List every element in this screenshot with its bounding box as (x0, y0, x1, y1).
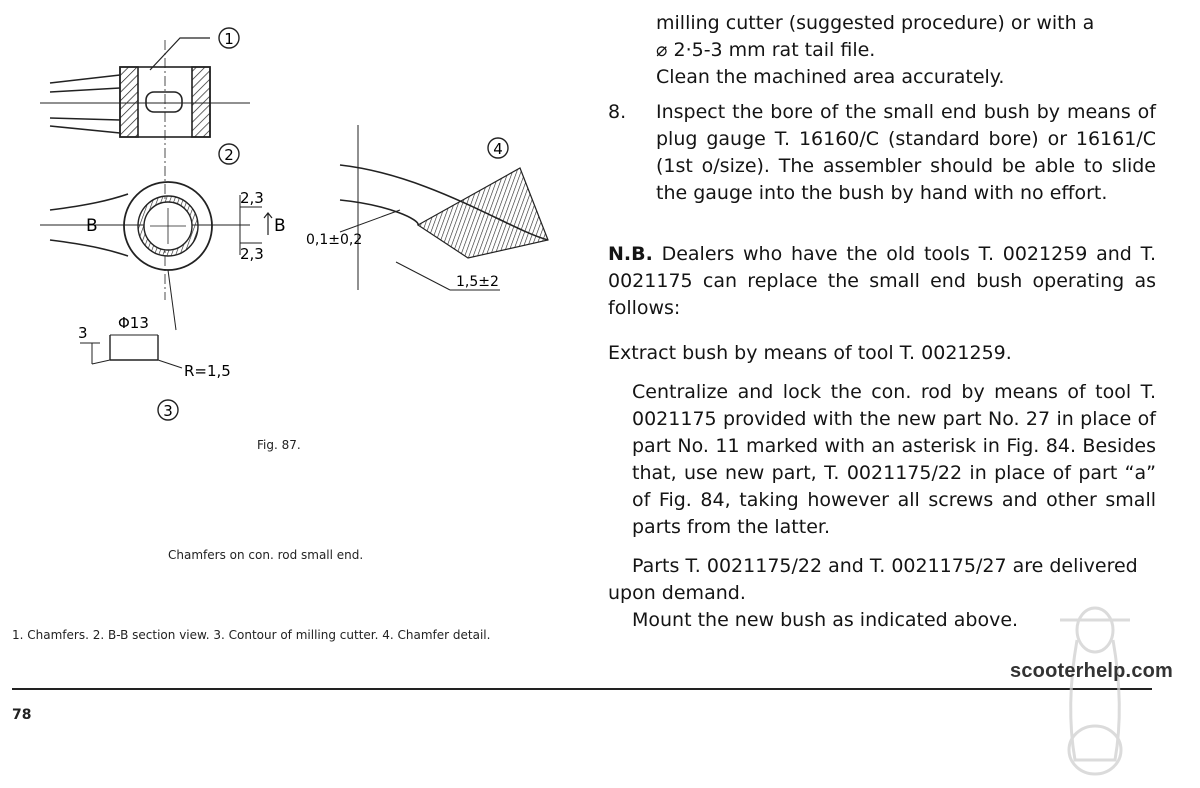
detail-cutter (80, 335, 182, 368)
dim-diameter: Φ13 (118, 314, 149, 332)
figure-legend: 1. Chamfers. 2. B-B section view. 3. Contour of milling cutter. 4. Chamfer detail. (12, 628, 491, 642)
callout-1 (219, 28, 239, 48)
dim-bottom: 2,3 (240, 245, 264, 263)
detail-section-bb (40, 182, 272, 330)
callout-2 (219, 144, 239, 164)
step-8-number: 8. (608, 101, 627, 123)
parts-line-2: upon demand. (608, 582, 746, 604)
figure-caption: Chamfers on con. rod small end. (168, 548, 364, 562)
section-letter-right: B (274, 216, 286, 236)
nb-text: Dealers who have the old tools T. 0021259 and T. 0021175 can replace the small end bush operating as follows: (608, 243, 1156, 319)
nb-label: N.B. (608, 243, 653, 265)
page-rule (12, 688, 1152, 690)
step-8 (608, 99, 1156, 207)
watermark-text: scooterhelp.com (1010, 660, 1174, 682)
step-8-text: Inspect the bore of the small end bush by means of plug gauge T. 16160/C (standard bore) or 16161/C (1st o/size). The assembler should be able to slide the gauge into the bush by hand with no effort. (656, 101, 1156, 204)
continued-line-3: Clean the machined area accurately. (656, 66, 1005, 88)
svg-text:2: 2 (224, 146, 234, 164)
callout-4 (488, 138, 508, 158)
dim-chamfer-width: 1,5±2 (456, 274, 499, 290)
callout-3 (158, 400, 178, 420)
dim-top: 2,3 (240, 189, 264, 207)
svg-text:1: 1 (224, 30, 234, 48)
dim-radius: R=1,5 (184, 362, 231, 380)
continued-line-2: ⌀ 2·5-3 mm rat tail file. (656, 39, 876, 61)
body-text-column (608, 10, 1156, 634)
page-number: 78 (12, 707, 32, 723)
section-letter-left: B (86, 216, 98, 236)
svg-text:4: 4 (493, 140, 503, 158)
continued-line-1: milling cutter (suggested procedure) or with a (656, 12, 1095, 34)
extract-paragraph: Extract bush by means of tool T. 0021259. (608, 342, 1012, 364)
centralize-paragraph: Centralize and lock the con. rod by means of tool T. 0021175 provided with the new part No. 27 in place of part No. 11 marked with an asterisk in Fig. 84. Besides that, use new part, T. 0021175/22 in place of part “a” of Fig. 84, taking however all screws and other small parts from the latter. (632, 381, 1156, 538)
scooter-watermark-icon (1030, 600, 1160, 780)
detail-top-view (40, 38, 250, 300)
figure-label: Fig. 87. (257, 438, 301, 452)
detail-chamfer (340, 125, 548, 290)
mount-paragraph: Mount the new bush as indicated above. (632, 609, 1019, 631)
parts-line-1: Parts T. 0021175/22 and T. 0021175/27 are delivered (632, 555, 1138, 577)
figure-87 (0, 0, 600, 430)
svg-text:3: 3 (163, 402, 173, 420)
dim-chamfer-offset: 0,1±0,2 (306, 232, 363, 248)
dim-depth: 3 (78, 324, 88, 342)
nb-paragraph (608, 241, 1156, 322)
